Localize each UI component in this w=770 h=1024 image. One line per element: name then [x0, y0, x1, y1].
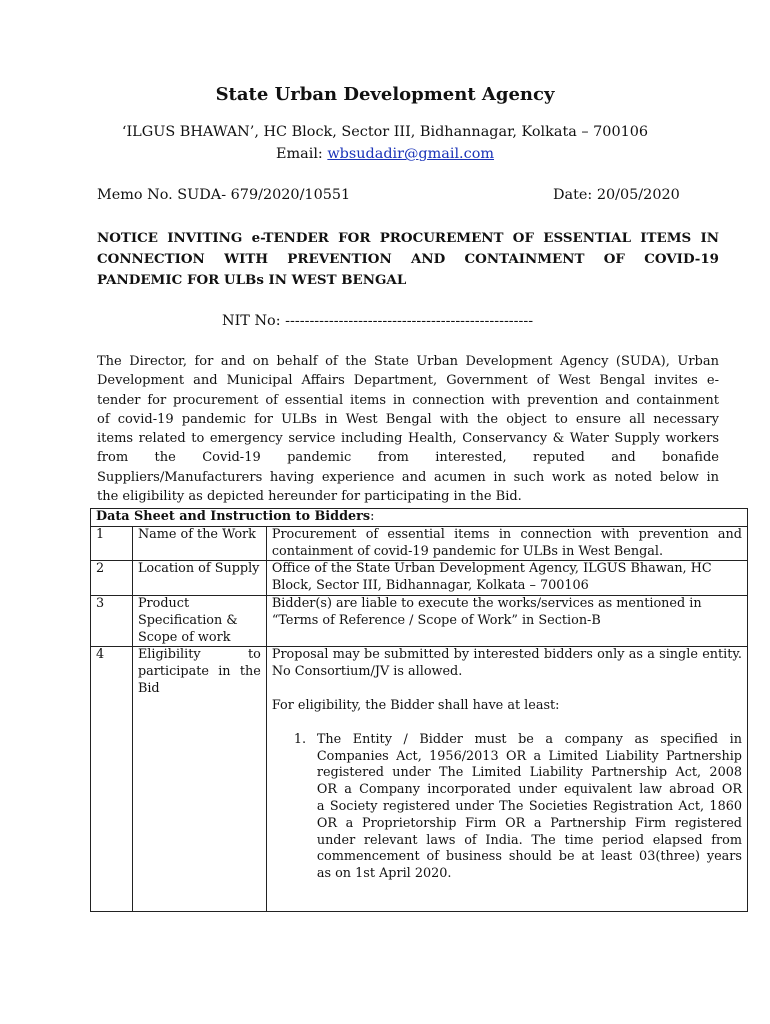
condition-line: commencement of business should be at least 03(three) years — [316, 849, 742, 865]
table-header-row — [91, 509, 748, 527]
row-content — [266, 647, 747, 912]
row-label: Product Specification & Scope of work — [132, 595, 266, 646]
row-number: 3 — [91, 595, 133, 646]
table-heading — [91, 509, 748, 527]
notice-line: PANDEMIC FOR ULBs IN WEST BENGAL — [97, 272, 407, 288]
intro-line: The Director, for and on behalf of the State Urban Development Agency (SUDA), Urban — [97, 354, 719, 369]
data-sheet-table — [90, 508, 748, 912]
memo-number: Memo No. SUDA- 679/2020/10551 — [97, 187, 351, 203]
intro-line: Development and Municipal Affairs Department, Government of West Bengal invites e- — [97, 373, 719, 389]
intro-line: tender for procurement of essential items in connection with prevention and containment — [97, 392, 719, 408]
condition-line: OR a Proprietorship Firm OR a Partnership Firm registered — [316, 815, 742, 831]
memo-date: Date: 20/05/2020 — [553, 187, 680, 203]
intro-line: Suppliers/Manufacturers having experience and acumen in such work as noted below in — [97, 469, 719, 485]
email-line — [0, 146, 770, 162]
row-label: Location of Supply — [132, 561, 266, 596]
intro-line: the eligibility as depicted hereunder for participating in the Bid. — [97, 489, 522, 505]
notice-line: NOTICE INVITING e-TENDER FOR PROCUREMENT OF ESSENTIAL ITEMS IN — [97, 230, 719, 246]
condition-line: Companies Act, 1956/2013 OR a Limited Liability Partnership — [316, 748, 742, 764]
agency-title: State Urban Development Agency — [215, 84, 555, 105]
condition-line: under relevant laws of India. The time period elapsed from — [316, 832, 742, 848]
intro-line: of covid-19 pandemic for ULBs in West Bengal with the object to ensure all necessary — [97, 411, 719, 427]
row-number: 1 — [91, 526, 133, 561]
row-number: 4 — [91, 647, 133, 912]
condition-line: a Society registered under The Societies Registration Act, 1860 — [316, 798, 742, 814]
table-heading-text: Data Sheet and Instruction to Bidders — [96, 509, 371, 524]
intro-line: from the Covid-19 pandemic from interested, reputed and bonafide — [97, 450, 719, 466]
nit-number: NIT No: --------------------------------------------------- — [222, 313, 534, 329]
notice-heading — [97, 228, 719, 291]
intro-paragraph — [97, 352, 719, 506]
agency-address: ‘ILGUS BHAWAN’, HC Block, Sector III, Bidhannagar, Kolkata – 700106 — [121, 124, 649, 140]
condition-line: as on 1st April 2020. — [316, 866, 452, 882]
table-row — [91, 526, 748, 561]
row-label: Name of the Work — [132, 526, 266, 561]
condition-text — [317, 732, 742, 883]
eligibility-paragraph: Proposal may be submitted by interested bidders only as a single entity. No Consortium/JV is allowed. — [271, 647, 742, 680]
row-text: Procurement of essential items in connection with prevention and containment of covid-19 pandemic for ULBs in West Bengal. — [266, 526, 747, 561]
eligibility-condition — [294, 732, 742, 883]
eligibility-intro: For eligibility, the Bidder shall have at least: — [271, 697, 560, 713]
email-link[interactable]: wbsudadir@gmail.com — [327, 146, 495, 162]
notice-line: CONNECTION WITH PREVENTION AND CONTAINMENT OF COVID-19 — [97, 251, 719, 267]
condition-number: 1. — [293, 731, 307, 747]
row-text: Office of the State Urban Development Agency, ILGUS Bhawan, HC Block, Sector III, Bidhannagar, Kolkata – 700106 — [266, 561, 747, 596]
table-row — [91, 561, 748, 596]
row-number: 2 — [91, 561, 133, 596]
table-heading-suffix: : — [370, 509, 375, 524]
condition-line: registered under The Limited Liability Partnership Act, 2008 — [316, 765, 742, 781]
row-label: Eligibility to participate in the Bid — [132, 647, 266, 912]
table-row — [91, 595, 748, 646]
email-label: Email: — [275, 146, 323, 162]
condition-line: OR a Company incorporated under equivalent law abroad OR — [316, 782, 742, 798]
table-row — [91, 647, 748, 912]
row-text: Bidder(s) are liable to execute the works/services as mentioned in “Terms of Reference / Scope of Work” in Section-B — [266, 595, 747, 646]
intro-line: items related to emergency service including Health, Conservancy & Water Supply workers — [97, 431, 719, 447]
condition-line: The Entity / Bidder must be a company as specified in — [316, 731, 742, 747]
